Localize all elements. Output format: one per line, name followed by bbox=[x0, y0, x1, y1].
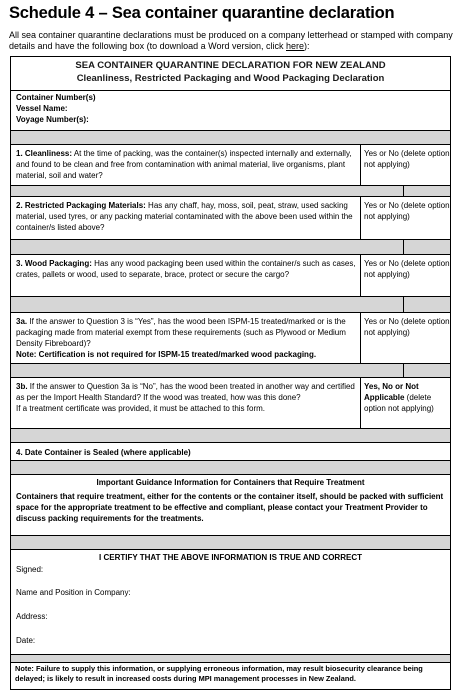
footer-note: Note: Failure to supply this information, or supplying erroneous information, may result biosecurity clearance being delayed; is likely to result in increased costs during MPI management processes in New Zealand. bbox=[15, 664, 423, 683]
page-title: Schedule 4 – Sea container quarantine declaration bbox=[9, 4, 395, 22]
guidance-section bbox=[11, 477, 450, 533]
guidance-title: Important Guidance Information for Containers that Require Treatment bbox=[96, 478, 365, 487]
name-position-label: Name and Position in Company: bbox=[16, 588, 131, 597]
question-4: 4. Date Container is Sealed (where applicable) bbox=[16, 448, 191, 457]
form-header-title: SEA CONTAINER QUARANTINE DECLARATION FOR NEW ZEALAND bbox=[75, 60, 386, 71]
spacer-bar bbox=[11, 461, 450, 474]
download-link[interactable]: here bbox=[286, 41, 305, 51]
question-3-answer[interactable]: Yes or No (delete option not applying) bbox=[364, 259, 450, 279]
voyage-number-label: Voyage Number(s): bbox=[16, 115, 89, 124]
question-3a-row bbox=[11, 313, 450, 363]
certify-title: I CERTIFY THAT THE ABOVE INFORMATION IS TRUE AND CORRECT bbox=[99, 553, 362, 562]
spacer-bar bbox=[11, 429, 450, 442]
question-4-row bbox=[11, 443, 450, 460]
vessel-name-label: Vessel Name: bbox=[16, 104, 68, 113]
question-2-row bbox=[11, 197, 450, 239]
question-3: 3. Wood Packaging: Has any wood packaging been used within the container/s such as cases, crates, pallets or wood, used to separate, brace, protect or secure the cargo? bbox=[16, 259, 356, 279]
question-3b-answer[interactable]: Yes, No or Not Applicable (delete option not applying) bbox=[364, 382, 434, 413]
question-3a-answer[interactable]: Yes or No (delete option not applying) bbox=[364, 317, 450, 337]
guidance-text: Containers that require treatment, either for the contents or the container itself, should be packed with sufficient space for the appropriate treatment to be effective and compliant, please contact your Treatment Provider to discuss packing requirements for the treatments. bbox=[16, 492, 444, 523]
intro-text bbox=[9, 30, 454, 52]
spacer-bar bbox=[11, 364, 450, 377]
question-3b: 3b. If the answer to Question 3a is “No”, has the wood been treated in another way and certified as per the Import Health Standard? If the wood was treated, how was this done? If a treatment certificate was provided, it must be attached to this form. bbox=[16, 382, 355, 413]
spacer-bar bbox=[11, 131, 450, 144]
question-1-row bbox=[11, 145, 450, 185]
question-3-row bbox=[11, 255, 450, 296]
question-1-answer[interactable]: Yes or No (delete option not applying) bbox=[364, 149, 450, 169]
intro-body: All sea container quarantine declarations must be produced on a company letterhead or stamped with company details and have the following box (to download a Word version, click bbox=[9, 30, 453, 51]
container-number-label: Container Number(s) bbox=[16, 93, 96, 102]
certify-title-row bbox=[11, 552, 450, 563]
declaration-form bbox=[10, 56, 451, 690]
spacer-bar bbox=[11, 186, 450, 196]
question-2: 2. Restricted Packaging Materials: Has any chaff, hay, moss, soil, peat, straw, used sacking material, used tyres, or any packing material contaminated with the above been used within the container/s listed above? bbox=[16, 201, 353, 232]
signed-label: Signed: bbox=[16, 565, 44, 574]
spacer-bar bbox=[11, 536, 450, 549]
form-header-subtitle: Cleanliness, Restricted Packaging and Wood Packaging Declaration bbox=[76, 73, 385, 84]
date-label: Date: bbox=[16, 636, 36, 645]
question-3b-row bbox=[11, 378, 450, 428]
spacer-bar bbox=[11, 297, 450, 312]
question-3a: 3a. If the answer to Question 3 is “Yes”, has the wood been ISPM-15 treated/marked or is the packaging made from material exempt from these requirements (such as Plywood or Medium Density Fibreboard)? Note: Certification is not required for ISPM-15 treated/marked wood packaging. bbox=[16, 317, 346, 359]
spacer-bar bbox=[11, 655, 450, 662]
question-2-answer[interactable]: Yes or No (delete option not applying) bbox=[364, 201, 450, 221]
intro-end: ): bbox=[304, 41, 310, 51]
container-details bbox=[16, 92, 446, 125]
form-header bbox=[11, 59, 450, 85]
address-label: Address: bbox=[16, 612, 48, 621]
spacer-bar bbox=[11, 240, 450, 254]
question-1: 1. Cleanliness: At the time of packing, was the container(s) inspected internally and externally, and found to be clean and free from contamination with animal material, live organisms, plant material, soil and water? bbox=[16, 149, 352, 180]
footer-note-row bbox=[11, 664, 450, 684]
